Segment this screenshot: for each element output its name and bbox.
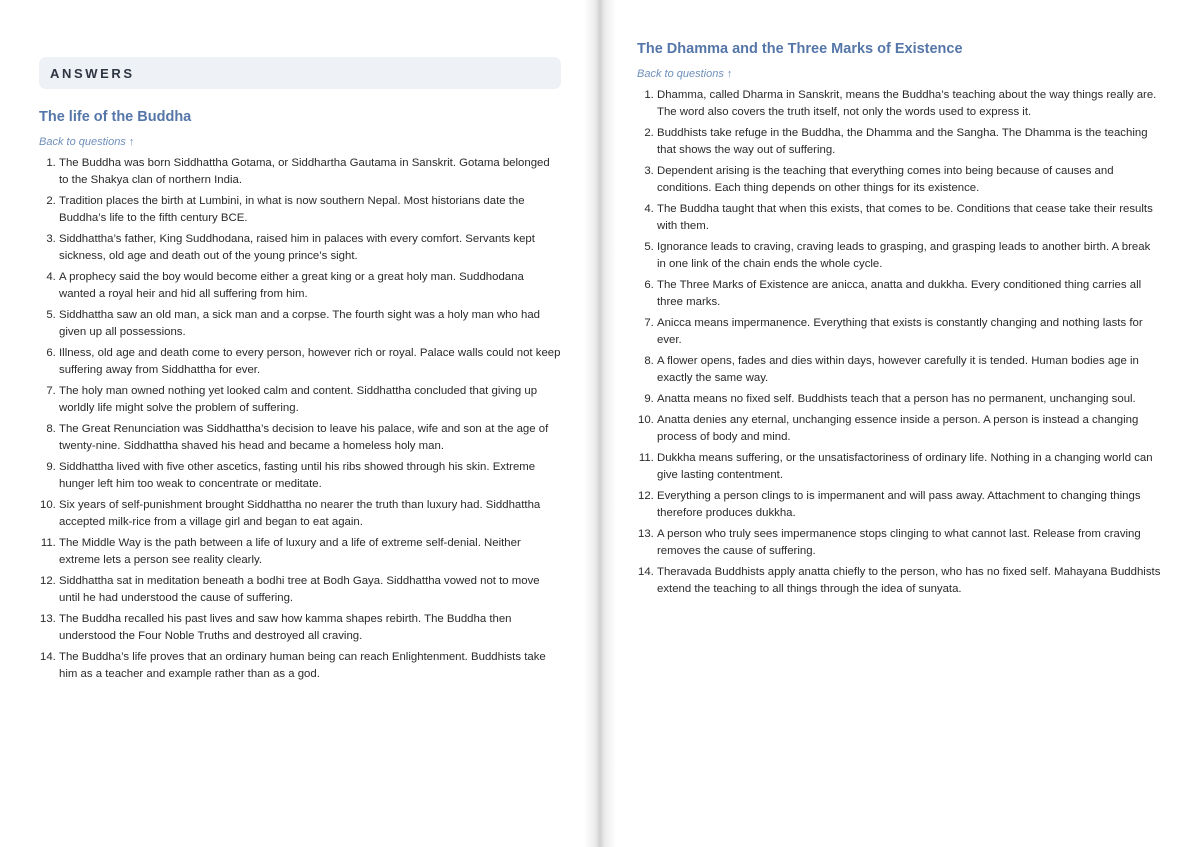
answer-item: 7. Anicca means impermanence. Everything that exists is constantly changing and nothing lasts for ever. — [657, 315, 1162, 349]
answer-item: 14. Theravada Buddhists apply anatta chiefly to the person, who has no fixed self. Mahayana Buddhists extend the teaching to all things through the idea of sunyata. — [657, 564, 1162, 598]
back-to-questions-link[interactable]: Back to questions ↑ — [39, 136, 135, 148]
answer-item: 10. Anatta denies any eternal, unchanging essence inside a person. A person is instead a changing process of body and mind. — [657, 412, 1162, 446]
section-title-dhamma: The Dhamma and the Three Marks of Existence — [637, 41, 963, 57]
answer-item: 10. Six years of self-punishment brought Siddhattha no nearer the truth than luxury had. Siddhattha accepted milk-rice from a village girl and began to eat again. — [59, 497, 561, 531]
answer-item: 4. The Buddha taught that when this exists, that comes to be. Conditions that cease take their results with them. — [657, 201, 1162, 235]
answer-item: 8. A flower opens, fades and dies within days, however carefully it is tended. Human bodies age in exactly the same way. — [657, 353, 1162, 387]
answer-item: 12. Siddhattha sat in meditation beneath a bodhi tree at Bodh Gaya. Siddhattha vowed not to move until he had understood the cause of suffering. — [59, 573, 561, 607]
answer-item: 12. Everything a person clings to is impermanent and will pass away. Attachment to changing things therefore produces dukkha. — [657, 488, 1162, 522]
answers-banner: ANSWERS — [39, 57, 561, 89]
answer-item: 6. The Three Marks of Existence are anicca, anatta and dukkha. Every conditioned thing carries all three marks. — [657, 277, 1162, 311]
answer-item: 14. The Buddha’s life proves that an ordinary human being can reach Enlightenment. Buddhists take him as a teacher and example rather than as a god. — [59, 649, 561, 683]
left-page — [0, 0, 598, 847]
answer-item: 8. The Great Renunciation was Siddhattha’s decision to leave his palace, wife and son at the age of twenty-nine. Siddhattha shaved his head and became a homeless holy man. — [59, 421, 561, 455]
answer-item: 13. The Buddha recalled his past lives and saw how kamma shapes rebirth. The Buddha then understood the Four Noble Truths and destroyed all craving. — [59, 611, 561, 645]
answer-item: 3. Siddhattha’s father, King Suddhodana, raised him in palaces with every comfort. Servants kept sickness, old age and death out of the young prince’s sight. — [59, 231, 561, 265]
answer-item: 11. The Middle Way is the path between a life of luxury and a life of extreme self-denial. Neither extreme lets a person see reality clearly. — [59, 535, 561, 569]
answer-item: 2. Buddhists take refuge in the Buddha, the Dhamma and the Sangha. The Dhamma is the teaching that shows the way out of suffering. — [657, 125, 1162, 159]
answer-item: 2. Tradition places the birth at Lumbini, in what is now southern Nepal. Most historians date the Buddha’s life to the fifth century BCE. — [59, 193, 561, 227]
answer-item: 5. Ignorance leads to craving, craving leads to grasping, and grasping leads to another birth. A break in one link of the chain ends the whole cycle. — [657, 239, 1162, 273]
answer-item: 9. Anatta means no fixed self. Buddhists teach that a person has no permanent, unchanging soul. — [657, 391, 1162, 408]
section-title-life-of-buddha: The life of the Buddha — [39, 109, 192, 125]
right-page — [598, 0, 1200, 847]
answer-item: 13. A person who truly sees impermanence stops clinging to what cannot last. Release from craving removes the cause of suffering. — [657, 526, 1162, 560]
answer-item: 9. Siddhattha lived with five other ascetics, fasting until his ribs showed through his skin. Extreme hunger left him too weak to concentrate or meditate. — [59, 459, 561, 493]
answer-item: 1. The Buddha was born Siddhattha Gotama, or Siddhartha Gautama in Sanskrit. Gotama belonged to the Shakya clan of northern India. — [59, 155, 561, 189]
answer-item: 11. Dukkha means suffering, or the unsatisfactoriness of ordinary life. Nothing in a changing world can give lasting contentment. — [657, 450, 1162, 484]
answer-item: 6. Illness, old age and death come to every person, however rich or royal. Palace walls could not keep suffering away from Siddhattha for ever. — [59, 345, 561, 379]
answer-list-dhamma — [637, 87, 1162, 598]
answer-item: 3. Dependent arising is the teaching that everything comes into being because of causes and conditions. Each thing depends on other things for its existence. — [657, 163, 1162, 197]
answer-item: 5. Siddhattha saw an old man, a sick man and a corpse. The fourth sight was a holy man who had given up all possessions. — [59, 307, 561, 341]
answer-item: 4. A prophecy said the boy would become either a great king or a great holy man. Suddhodana wanted a royal heir and hid all suffering from him. — [59, 269, 561, 303]
answer-list-life-of-buddha — [39, 155, 561, 683]
answer-item: 1. Dhamma, called Dharma in Sanskrit, means the Buddha’s teaching about the way things really are. The word also covers the truth itself, not only the words used to express it. — [657, 87, 1162, 121]
back-to-questions-link[interactable]: Back to questions ↑ — [637, 68, 733, 80]
answer-item: 7. The holy man owned nothing yet looked calm and content. Siddhattha concluded that giving up worldly life might solve the problem of suffering. — [59, 383, 561, 417]
